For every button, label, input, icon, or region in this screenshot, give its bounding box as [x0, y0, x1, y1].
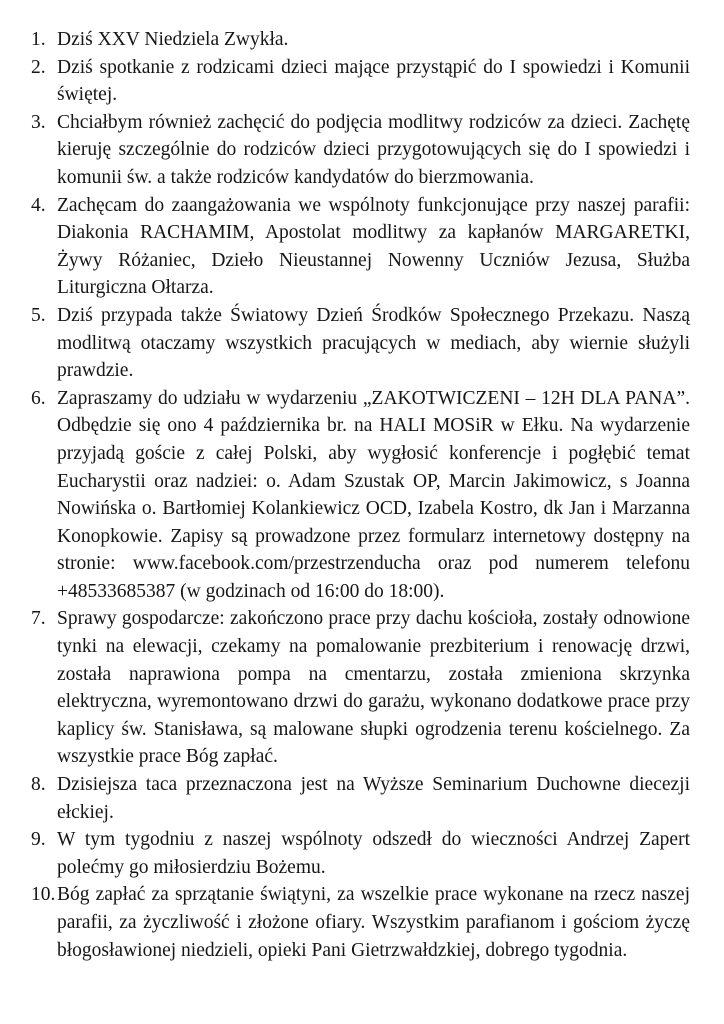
item-number: 1.: [31, 29, 46, 50]
item-text: Zapraszamy do udziału w wydarzeniu „ZAKOTWICZENI – 12H DLA PANA”. Odbędzie się ono 4 października br. na HALI MOSiR w Ełku. Na wydarzenie przyjadą goście z całej Polski, aby wygłosić konferencje i pogłębić temat Eucharystii oraz nadziei: o. Adam Szustak OP, Marcin Jakimowicz, s Joanna Nowińska o. Bartłomiej Kolankiewicz OCD, Izabela Kostro, dk Jan i Marzanna Konopkowie. Zapisy są prowadzone przez formularz internetowy dostępny na stronie: www.facebook.com/przestrzenducha oraz pod numerem telefonu +48533685387 (w godzinach od 16:00 do 18:00).: [57, 387, 690, 602]
item-text: Dziś XXV Niedziela Zwykła.: [57, 29, 289, 50]
announcement-list: [31, 26, 690, 964]
announcement-item-4: [31, 192, 690, 302]
announcement-item-2: [31, 54, 690, 109]
item-number: 4.: [31, 194, 46, 216]
item-number: 10.: [31, 884, 56, 906]
announcement-item-9: [31, 826, 690, 881]
announcement-item-10: [31, 881, 690, 964]
item-number: 5.: [31, 304, 46, 326]
item-number: 6.: [31, 387, 46, 409]
announcement-item-3: [31, 109, 690, 192]
announcement-item-6: [31, 385, 690, 606]
announcement-item-8: [31, 771, 690, 826]
item-text: Dziś spotkanie z rodzicami dzieci mające przystąpić do I spowiedzi i Komunii świętej.: [57, 56, 690, 106]
item-text: Dzisiejsza taca przeznaczona jest na Wyższe Seminarium Duchowne diecezji ełckiej.: [57, 774, 690, 823]
item-text: Sprawy gospodarcze: zakończono prace przy dachu kościoła, zostały odnowione tynki na elewacji, czekamy na pomalowanie prezbiterium i renowację drzwi, została naprawiona pompa na cmentarzu, została zmieniona skrzynka elektryczna, wyremontowano drzwi do garażu, wykonano dodatkowe prace przy kaplicy św. Stanisława, są malowane słupki ogrodzenia terenu kościelnego. Za wszystkie prace Bóg zapłać.: [57, 608, 690, 768]
item-text: Bóg zapłać za sprzątanie świątyni, za wszelkie prace wykonane na rzecz naszej parafii, za życzliwość i złożone ofiary. Wszystkim parafianom i gościom życzę błogosławionej niedzieli, opieki Pani Gietrzwałdzkiej, dobrego tygodnia.: [57, 884, 690, 961]
item-number: 2.: [31, 56, 46, 78]
item-number: 8.: [31, 774, 46, 796]
announcement-item-5: [31, 302, 690, 385]
item-text: Zachęcam do zaangażowania we wspólnoty funkcjonujące przy naszej parafii: Diakonia RACHAMIM, Apostolat modlitwy za kapłanów MARGARETKI, Żywy Różaniec, Dzieło Nieustannej Nowenny Uczniów Jezusa, Służba Liturgiczna Ołtarza.: [57, 194, 690, 299]
item-number: 7.: [31, 608, 46, 630]
item-number: 9.: [31, 829, 46, 851]
announcement-item-7: [31, 605, 690, 771]
item-number: 3.: [31, 111, 46, 133]
item-text: Dziś przypada także Światowy Dzień Środków Społecznego Przekazu. Naszą modlitwą otaczamy wszystkich pracujących w mediach, aby wiernie służyli prawdzie.: [57, 304, 690, 382]
item-text: W tym tygodniu z naszej wspólnoty odszedł do wieczności Andrzej Zapert polećmy go miłosierdziu Bożemu.: [57, 829, 690, 878]
item-text: Chciałbym również zachęcić do podjęcia modlitwy rodziców za dzieci. Zachętę kieruję szczególnie do rodziców dzieci przygotowujących się do I spowiedzi i komunii św. a także rodziców kandydatów do bierzmowania.: [57, 111, 690, 188]
announcement-item-1: [31, 26, 690, 54]
